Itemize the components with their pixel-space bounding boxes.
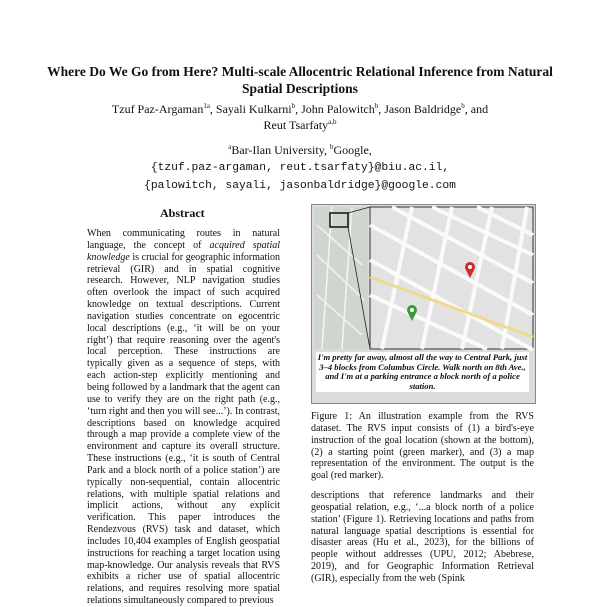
abstract-text: is crucial for geographic information retrieval (GIR) and in spatial cognitive research. However, NLP navigation studies often overlook the impact of such acquired knowledge on textual descriptions. Current navigation studies concentrate on egocentric local descriptions (e.g., ‘it will be on your right’) that require reasoning over the agent's local perception. These instructions are typically given as a sequence of steps, with each action-step explicitly mentioning and being followed by a landmark that the agent can use to verify they are on the right path (e.g., ‘turn right and then you will see...’). In contrast, descriptions based on knowledge acquired through a map provide a complete view of the environment and capture its overall structure. These instructions (e.g., ‘it is south of Central Park and a block north of a police station’) are typically non-sequential, contain allocentric relations, with multiple spatial relations and implicit actions, without any explicit verification. This paper introduces the Rendezvous (RVS) task and dataset, which includes 10,404 examples of English geospatial instructions for reaching a target location using map-knowledge. Our analysis reveals that RVS exhibits a richer use of spatial allocentric relations, and requires resolving more spatial relations simultaneously compared to previous	[87, 251, 280, 607]
abstract-text: When communicating routes in natural language, the concept of	[87, 228, 280, 251]
author-list	[40, 101, 560, 133]
abstract-body	[87, 228, 280, 607]
overview-map	[314, 207, 368, 349]
body-text: descriptions that reference landmarks and their geospatial relation, e.g., ‘...a block north of a police station’ (Figure 1). Retrieving locations and paths from natural language spatial descriptions is essential for disaster areas (Hu et al., 2023), for the billions of people without addresses (UPU, 2012; Abebrese, 2019), and for Geographic Information Retrieval (GIR), especially from the web (Spink	[311, 490, 534, 584]
author-superscript: 1a	[203, 102, 210, 110]
author-name: Reut Tsarfaty	[263, 118, 329, 132]
paper-title: Where Do We Go from Here? Multi-scale Allocentric Relational Inference from Natural Spatial Descriptions	[47, 64, 553, 96]
abstract-emphasis: acquired spatial knowledge	[87, 239, 281, 263]
author-superscript: a,b	[328, 118, 337, 126]
author-name: , and	[464, 102, 489, 116]
author-superscript: b	[291, 102, 296, 110]
author-name: Tzuf Paz-Argaman	[111, 102, 204, 116]
affil-superscript: b	[329, 143, 334, 151]
author-name: , Jason Baldridge	[378, 102, 462, 116]
author-superscript: b	[374, 102, 379, 110]
email-line: {palowitch, sayali, jasonbaldridge}@google.com	[144, 180, 456, 192]
author-superscript: b	[461, 102, 465, 110]
affil-org: Google,	[333, 143, 372, 157]
map-instruction-caption: I'm pretty far away, almost all the way to Central Park, just 3–4 blocks from Columbus Circle. Walk north on 8th Ave., and I'm at a parking entrance a block north of a police station.	[317, 352, 528, 391]
zoomed-map	[370, 207, 533, 350]
affil-org: Bar-Ilan University,	[231, 143, 330, 157]
author-name: , John Palowitch	[295, 102, 375, 116]
author-name: , Sayali Kulkarni	[209, 102, 292, 116]
abstract-heading: Abstract	[160, 206, 205, 220]
email-line: {tzuf.paz-argaman, reut.tsarfaty}@biu.ac.il,	[150, 162, 450, 174]
affiliations	[40, 142, 560, 194]
affil-superscript: a	[228, 143, 232, 151]
figure-caption: Figure 1: An illustration example from the RVS dataset. The RVS input consists of (1) a bird's-eye instruction of the goal location (shown at the bottom), (2) a starting point (green marker), and (3) a map representation of the environment. The output is the goal (red marker).	[311, 411, 534, 482]
